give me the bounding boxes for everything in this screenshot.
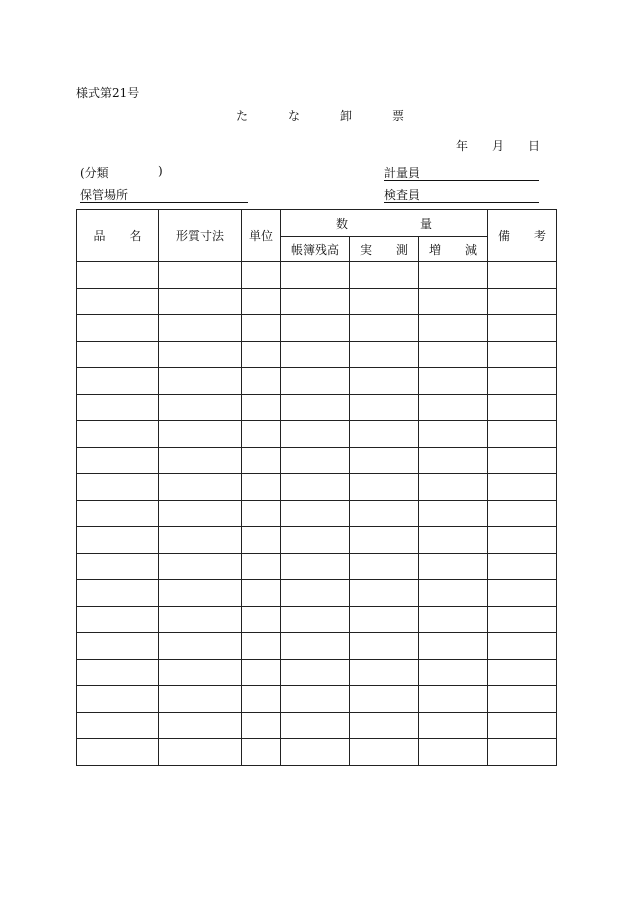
cell-change[interactable] (419, 368, 488, 395)
inventory-table (76, 209, 557, 766)
cell-unit[interactable] (242, 739, 281, 766)
cell-item-name[interactable] (77, 633, 159, 660)
cell-book-balance[interactable] (281, 500, 350, 527)
cell-actual[interactable] (350, 315, 419, 342)
table-row (77, 527, 557, 554)
cell-quality-size[interactable] (159, 315, 242, 342)
cell-unit[interactable] (242, 500, 281, 527)
header-actual: 実 測 (350, 237, 419, 262)
cell-book-balance[interactable] (281, 739, 350, 766)
cell-actual[interactable] (350, 606, 419, 633)
table-row (77, 580, 557, 607)
cell-unit[interactable] (242, 262, 281, 289)
cell-remarks[interactable] (488, 580, 557, 607)
table-row (77, 712, 557, 739)
table-row (77, 606, 557, 633)
cell-actual[interactable] (350, 580, 419, 607)
cell-actual[interactable] (350, 447, 419, 474)
cell-change[interactable] (419, 500, 488, 527)
cell-unit[interactable] (242, 633, 281, 660)
cell-change[interactable] (419, 394, 488, 421)
classification-label: (分類 (80, 166, 109, 180)
cell-change[interactable] (419, 421, 488, 448)
cell-unit[interactable] (242, 686, 281, 713)
storage-location-label: 保管場所 (80, 188, 129, 202)
cell-quality-size[interactable] (159, 474, 242, 501)
cell-unit[interactable] (242, 606, 281, 633)
cell-actual[interactable] (350, 659, 419, 686)
cell-quality-size[interactable] (159, 500, 242, 527)
cell-item-name[interactable] (77, 447, 159, 474)
year-label: 年 (456, 139, 469, 153)
cell-book-balance[interactable] (281, 368, 350, 395)
cell-item-name[interactable] (77, 606, 159, 633)
cell-quality-size[interactable] (159, 421, 242, 448)
cell-book-balance[interactable] (281, 394, 350, 421)
table-row (77, 500, 557, 527)
table-row (77, 553, 557, 580)
cell-item-name[interactable] (77, 421, 159, 448)
cell-actual[interactable] (350, 712, 419, 739)
cell-book-balance[interactable] (281, 315, 350, 342)
cell-change[interactable] (419, 474, 488, 501)
cell-book-balance[interactable] (281, 474, 350, 501)
cell-actual[interactable] (350, 262, 419, 289)
cell-quality-size[interactable] (159, 394, 242, 421)
table-row (77, 262, 557, 289)
cell-remarks[interactable] (488, 686, 557, 713)
cell-quality-size[interactable] (159, 739, 242, 766)
cell-remarks[interactable] (488, 315, 557, 342)
cell-change[interactable] (419, 659, 488, 686)
cell-change[interactable] (419, 686, 488, 713)
cell-unit[interactable] (242, 527, 281, 554)
cell-quality-size[interactable] (159, 712, 242, 739)
title-char-3: 卸 (340, 109, 353, 123)
cell-actual[interactable] (350, 686, 419, 713)
cell-book-balance[interactable] (281, 341, 350, 368)
cell-remarks[interactable] (488, 712, 557, 739)
cell-remarks[interactable] (488, 341, 557, 368)
table-row (77, 394, 557, 421)
cell-remarks[interactable] (488, 368, 557, 395)
cell-actual[interactable] (350, 341, 419, 368)
cell-actual[interactable] (350, 500, 419, 527)
cell-book-balance[interactable] (281, 527, 350, 554)
form-number: 様式第21号 (76, 86, 140, 100)
cell-unit[interactable] (242, 580, 281, 607)
cell-actual[interactable] (350, 368, 419, 395)
cell-unit[interactable] (242, 368, 281, 395)
header-unit: 単位 (242, 210, 281, 262)
cell-change[interactable] (419, 633, 488, 660)
cell-book-balance[interactable] (281, 633, 350, 660)
cell-unit[interactable] (242, 474, 281, 501)
cell-remarks[interactable] (488, 421, 557, 448)
title-char-1: た (236, 109, 249, 123)
cell-item-name[interactable] (77, 712, 159, 739)
cell-book-balance[interactable] (281, 686, 350, 713)
cell-quality-size[interactable] (159, 262, 242, 289)
cell-change[interactable] (419, 580, 488, 607)
table-row (77, 288, 557, 315)
cell-actual[interactable] (350, 288, 419, 315)
inspector-field[interactable] (384, 186, 539, 203)
cell-quality-size[interactable] (159, 447, 242, 474)
cell-remarks[interactable] (488, 447, 557, 474)
cell-remarks[interactable] (488, 288, 557, 315)
cell-item-name[interactable] (77, 527, 159, 554)
cell-item-name[interactable] (77, 368, 159, 395)
month-label: 月 (492, 139, 505, 153)
cell-unit[interactable] (242, 659, 281, 686)
form-title (236, 107, 404, 124)
cell-change[interactable] (419, 553, 488, 580)
cell-quality-size[interactable] (159, 606, 242, 633)
cell-remarks[interactable] (488, 633, 557, 660)
title-char-4: 票 (392, 109, 405, 123)
cell-item-name[interactable] (77, 739, 159, 766)
title-char-2: な (288, 109, 301, 123)
cell-item-name[interactable] (77, 315, 159, 342)
table-row (77, 686, 557, 713)
cell-book-balance[interactable] (281, 659, 350, 686)
cell-unit[interactable] (242, 421, 281, 448)
table-row (77, 315, 557, 342)
cell-quality-size[interactable] (159, 553, 242, 580)
cell-book-balance[interactable] (281, 288, 350, 315)
cell-change[interactable] (419, 739, 488, 766)
cell-unit[interactable] (242, 553, 281, 580)
table-row (77, 421, 557, 448)
cell-item-name[interactable] (77, 686, 159, 713)
inspector-label: 検査員 (384, 188, 421, 202)
cell-item-name[interactable] (77, 394, 159, 421)
classification-field[interactable] (80, 164, 163, 181)
cell-actual[interactable] (350, 474, 419, 501)
cell-book-balance[interactable] (281, 421, 350, 448)
table-row (77, 659, 557, 686)
cell-remarks[interactable] (488, 500, 557, 527)
cell-change[interactable] (419, 341, 488, 368)
cell-actual[interactable] (350, 739, 419, 766)
cell-item-name[interactable] (77, 659, 159, 686)
cell-item-name[interactable] (77, 262, 159, 289)
cell-book-balance[interactable] (281, 606, 350, 633)
cell-remarks[interactable] (488, 262, 557, 289)
cell-remarks[interactable] (488, 659, 557, 686)
cell-change[interactable] (419, 447, 488, 474)
cell-book-balance[interactable] (281, 553, 350, 580)
cell-unit[interactable] (242, 447, 281, 474)
header-item-name: 品 名 (77, 210, 159, 262)
cell-book-balance[interactable] (281, 262, 350, 289)
cell-item-name[interactable] (77, 474, 159, 501)
cell-item-name[interactable] (77, 288, 159, 315)
header-book-balance: 帳簿残高 (281, 237, 350, 262)
cell-remarks[interactable] (488, 606, 557, 633)
header-quantity: 数 量 (281, 210, 488, 237)
cell-quality-size[interactable] (159, 527, 242, 554)
cell-quality-size[interactable] (159, 341, 242, 368)
cell-change[interactable] (419, 527, 488, 554)
cell-remarks[interactable] (488, 474, 557, 501)
cell-book-balance[interactable] (281, 447, 350, 474)
cell-unit[interactable] (242, 315, 281, 342)
cell-item-name[interactable] (77, 580, 159, 607)
cell-change[interactable] (419, 288, 488, 315)
header-change: 増 減 (419, 237, 488, 262)
header-remarks: 備 考 (488, 210, 557, 262)
measurer-label: 計量員 (384, 166, 421, 180)
cell-quality-size[interactable] (159, 633, 242, 660)
cell-quality-size[interactable] (159, 580, 242, 607)
cell-actual[interactable] (350, 421, 419, 448)
table-row (77, 474, 557, 501)
day-label: 日 (528, 139, 541, 153)
cell-remarks[interactable] (488, 739, 557, 766)
cell-unit[interactable] (242, 341, 281, 368)
cell-actual[interactable] (350, 633, 419, 660)
cell-book-balance[interactable] (281, 580, 350, 607)
cell-item-name[interactable] (77, 553, 159, 580)
cell-item-name[interactable] (77, 500, 159, 527)
cell-change[interactable] (419, 315, 488, 342)
table-row (77, 633, 557, 660)
cell-actual[interactable] (350, 553, 419, 580)
cell-actual[interactable] (350, 394, 419, 421)
cell-unit[interactable] (242, 288, 281, 315)
header-quality-size: 形質寸法 (159, 210, 242, 262)
cell-quality-size[interactable] (159, 659, 242, 686)
cell-remarks[interactable] (488, 553, 557, 580)
table-row (77, 341, 557, 368)
cell-unit[interactable] (242, 394, 281, 421)
cell-unit[interactable] (242, 712, 281, 739)
table-row (77, 739, 557, 766)
measurer-field[interactable] (384, 164, 539, 181)
cell-change[interactable] (419, 606, 488, 633)
cell-change[interactable] (419, 262, 488, 289)
cell-actual[interactable] (350, 527, 419, 554)
date-line (456, 137, 540, 154)
cell-item-name[interactable] (77, 341, 159, 368)
storage-location-field[interactable] (80, 186, 248, 203)
cell-remarks[interactable] (488, 394, 557, 421)
cell-book-balance[interactable] (281, 712, 350, 739)
classification-close: ) (158, 164, 163, 178)
cell-quality-size[interactable] (159, 686, 242, 713)
cell-quality-size[interactable] (159, 368, 242, 395)
cell-change[interactable] (419, 712, 488, 739)
table-row (77, 368, 557, 395)
cell-quality-size[interactable] (159, 288, 242, 315)
table-row (77, 447, 557, 474)
cell-remarks[interactable] (488, 527, 557, 554)
table-body (77, 262, 557, 766)
